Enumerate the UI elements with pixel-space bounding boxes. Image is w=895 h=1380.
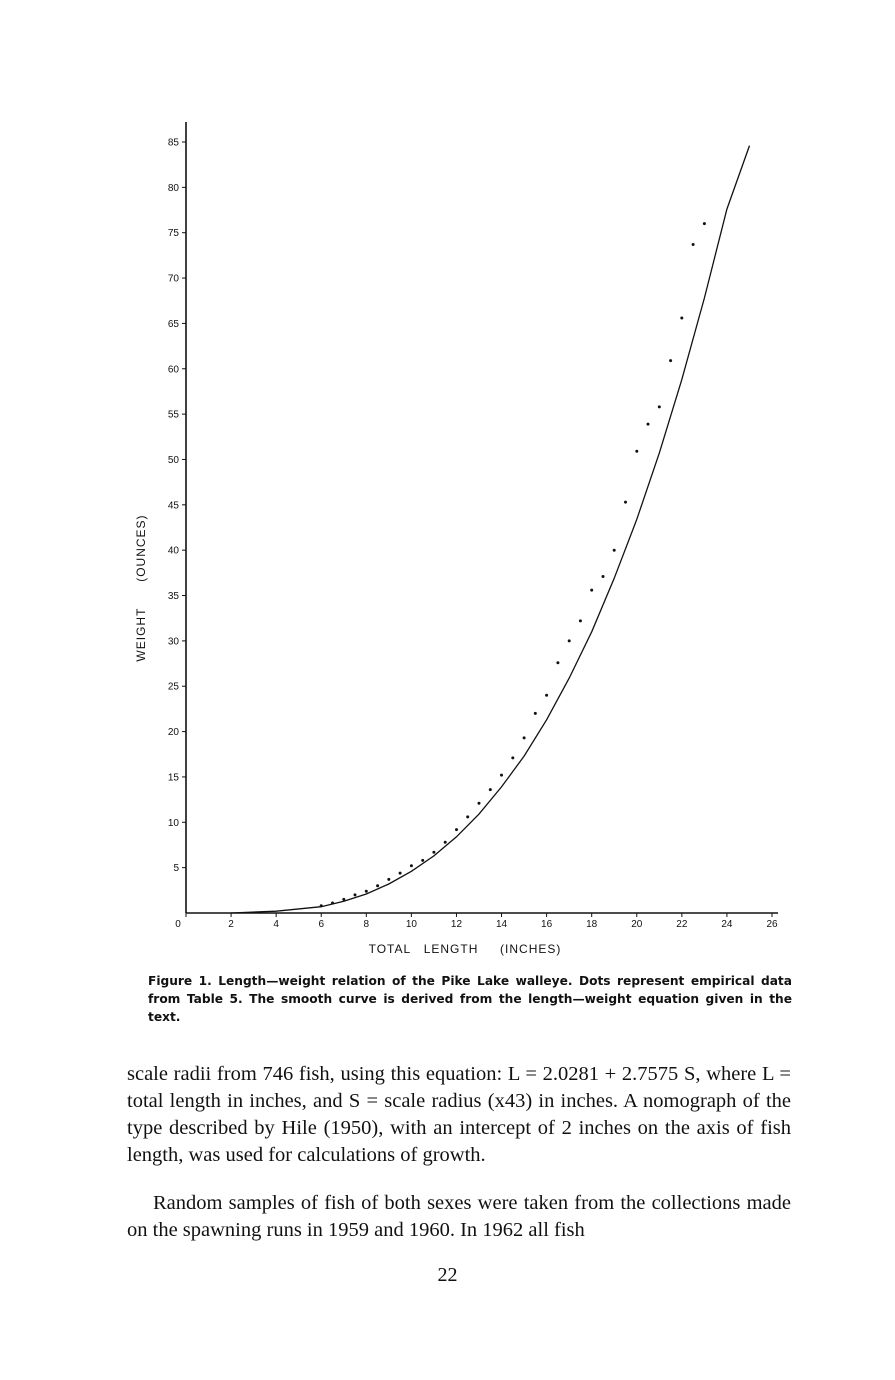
data-point — [444, 841, 447, 844]
data-point — [421, 859, 424, 862]
x-tick-label: 6 — [318, 919, 325, 930]
data-point — [376, 884, 379, 887]
data-point — [624, 501, 627, 504]
body-paragraph-2: Random samples of fish of both sexes were taken from the collections made on the spawning runs in 1959 and 1960. In 1962 all fish — [127, 1192, 791, 1241]
data-point — [399, 872, 402, 875]
data-point — [680, 317, 683, 320]
data-point — [511, 756, 514, 759]
empirical-points-layer — [320, 222, 706, 907]
x-tick-label: 22 — [676, 919, 688, 930]
y-tick-label: 80 — [167, 182, 179, 194]
x-tick-label: 20 — [631, 919, 643, 930]
y-tick-label: 55 — [167, 409, 179, 421]
x-axis-title: TOTAL LENGTH (INCHES) — [368, 942, 562, 956]
data-point — [635, 450, 638, 453]
y-tick-label: 65 — [167, 318, 179, 330]
data-point — [478, 802, 481, 805]
body-paragraph-1: scale radii from 746 fish, using this equation: L = 2.0281 + 2.7575 S, where L = total length in inches, and S = scale radius (x43) in inches. A nomograph of the type described by Hile (1950), with an intercept of 2 inches on the axis of fish length, was used for calculations of growth. — [127, 1063, 791, 1166]
data-point — [410, 864, 413, 867]
x-tick-label: 10 — [405, 919, 417, 930]
x-tick-label: 2 — [228, 919, 234, 930]
data-point — [613, 549, 616, 552]
x-tick-label: 12 — [450, 919, 463, 930]
data-point — [365, 890, 368, 893]
data-point — [387, 878, 390, 881]
y-tick-label: 50 — [167, 454, 179, 466]
data-point — [556, 661, 559, 664]
y-tick-label: 85 — [167, 137, 179, 149]
data-point — [568, 639, 571, 642]
y-tick-label: 70 — [167, 273, 179, 285]
y-tick-label: 30 — [167, 636, 179, 648]
x-tick-label: 0 — [175, 919, 181, 930]
y-tick-label: 40 — [167, 545, 179, 557]
data-point — [432, 851, 435, 854]
data-point — [658, 405, 661, 408]
page-number: 22 — [437, 1264, 458, 1286]
data-point — [354, 893, 357, 896]
x-tick-label: 8 — [363, 919, 370, 930]
y-tick-label: 60 — [167, 364, 179, 376]
chart-axes — [186, 122, 778, 913]
y-tick-label: 75 — [167, 228, 179, 240]
y-tick-label: 20 — [167, 727, 179, 739]
data-point — [579, 619, 582, 622]
x-tick-label: 4 — [273, 919, 279, 930]
x-tick-label: 14 — [495, 919, 508, 930]
y-tick-label: 45 — [167, 500, 179, 512]
data-point — [669, 359, 672, 362]
y-axis-ticks — [168, 138, 186, 875]
data-point — [590, 589, 593, 592]
y-tick-label: 10 — [167, 817, 179, 829]
data-point — [647, 423, 650, 426]
y-tick-label: 25 — [167, 681, 179, 693]
x-tick-label: 26 — [766, 919, 778, 930]
figure-caption: Figure 1. Length—weight relation of the Pike Lake walleye. Dots represent empirical data from Table 5. The smooth curve is derived from the length—weight equation given in the text. — [148, 974, 792, 1024]
data-point — [500, 774, 503, 777]
x-tick-label: 24 — [721, 919, 733, 930]
x-axis-ticks — [175, 913, 778, 930]
data-point — [320, 904, 323, 907]
x-tick-label: 18 — [586, 919, 598, 930]
data-point — [703, 222, 706, 225]
y-tick-label: 5 — [173, 863, 179, 875]
length-weight-curve — [231, 146, 749, 913]
data-point — [545, 694, 548, 697]
data-point — [466, 815, 469, 818]
x-tick-label: 16 — [541, 919, 553, 930]
data-point — [455, 828, 458, 831]
data-point — [692, 243, 695, 246]
y-axis-title: WEIGHT (OUNCES) — [134, 514, 148, 662]
data-point — [489, 788, 492, 791]
data-point — [602, 575, 605, 578]
data-point — [534, 712, 537, 715]
y-tick-label: 15 — [167, 772, 179, 784]
data-point — [342, 898, 345, 901]
y-tick-label: 35 — [167, 591, 179, 603]
data-point — [523, 736, 526, 739]
fitted-curve-layer — [231, 146, 749, 913]
data-point — [331, 902, 334, 905]
